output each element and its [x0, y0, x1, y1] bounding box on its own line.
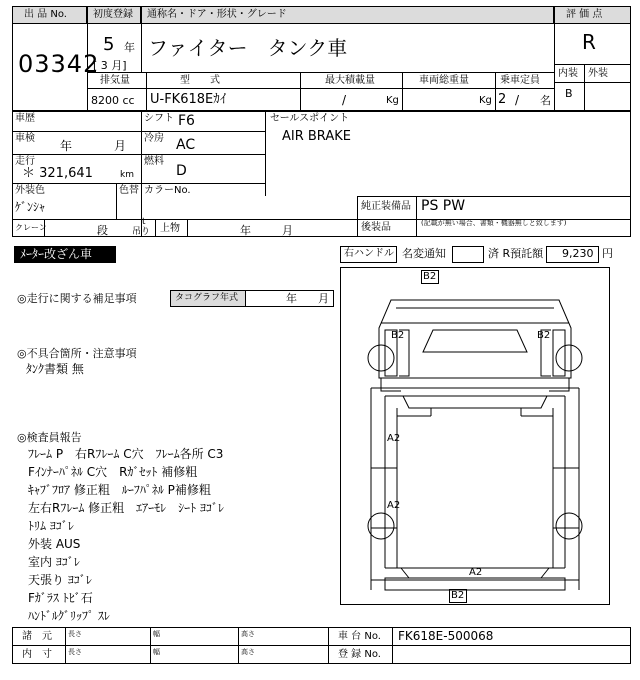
- ac: AC: [176, 137, 196, 153]
- damage-mark: A2: [387, 433, 401, 444]
- damage-mark: A2: [387, 500, 401, 511]
- divider: [87, 88, 554, 89]
- inspector-line: Fｲﾝﾅｰﾊﾟﾈﾙ C穴 Rｶﾞｾｯﾄ 補修粗: [28, 465, 198, 479]
- gross-weight-label: 車両総重量: [419, 75, 469, 86]
- crane-stage: 段: [97, 224, 108, 237]
- defects-title: ◎不具合箇所・注意事項: [17, 347, 137, 360]
- mileage-label: 走行: [15, 156, 35, 167]
- divider: [12, 154, 141, 155]
- divider: [357, 219, 358, 237]
- height-label: 高さ: [241, 648, 255, 656]
- divider: [150, 627, 151, 664]
- divider: [187, 219, 188, 237]
- interior-dims-label: 内 寸: [22, 649, 52, 660]
- damage-mark: A2: [469, 567, 483, 578]
- inspector-line: ﾊﾝﾄﾞﾙｸﾞﾘｯﾌﾟ ｽﾚ: [28, 609, 110, 623]
- height-label: 高さ: [241, 630, 255, 638]
- damage-mark: B2: [391, 330, 405, 341]
- first-reg-month: [ 3 月]: [93, 59, 127, 72]
- divider: [12, 645, 631, 646]
- truck-outline: [341, 268, 609, 604]
- specs-label: 諸 元: [22, 631, 52, 642]
- chassis-no-label: 車 台 No.: [338, 631, 381, 642]
- first-reg-year-unit: 年: [124, 41, 135, 54]
- interior-grade: B: [565, 87, 573, 100]
- inspection-year: 年: [60, 139, 73, 153]
- crane-lift: 吊り: [132, 227, 151, 237]
- divider: [12, 183, 265, 184]
- first-reg-label: 初度登録: [93, 9, 133, 20]
- model: U-FK618Eｶｲ: [150, 92, 227, 107]
- max-load-label: 最大積載量: [325, 75, 375, 86]
- interior-grade-label: 内装: [558, 68, 578, 79]
- inspection-month: 月: [114, 139, 127, 153]
- inspector-title: ◎検査員報告: [17, 431, 82, 444]
- inspector-line: 外装 AUS: [28, 537, 81, 551]
- grade-label: 評 価 点: [566, 9, 603, 20]
- fuel: D: [176, 163, 187, 179]
- mileage-unit: km: [120, 170, 134, 180]
- aftermarket-label: 後装品: [361, 222, 391, 233]
- max-load-slash: /: [342, 93, 347, 107]
- inspector-line: 室内 ﾖｺﾞﾚ: [28, 555, 80, 569]
- divider: [238, 627, 239, 664]
- recycle-amount: 9,230: [562, 247, 594, 260]
- capacity-slash: /: [515, 93, 520, 107]
- capacity-label: 乗車定員: [500, 75, 540, 86]
- shift-label: シフト: [144, 113, 174, 124]
- divider: [392, 627, 393, 664]
- divider: [300, 72, 301, 111]
- divider: [12, 131, 141, 132]
- capacity-unit: 名: [540, 94, 551, 107]
- divider: [495, 72, 496, 111]
- crane-ton: t: [142, 217, 146, 227]
- divider: [141, 154, 265, 155]
- genuine-equipment: PS PW: [421, 198, 466, 214]
- width-label: 幅: [153, 648, 160, 656]
- length-label: 長さ: [68, 648, 82, 656]
- capacity: 2: [498, 92, 507, 107]
- color-label: 外装色: [15, 185, 45, 196]
- chassis-no: FK618E-500068: [398, 629, 494, 643]
- crane-label: クレーン: [15, 223, 47, 232]
- inspector-line: 左右Rﾌﾚｰﾑ 修正粗 ｴｱｰﾓﾚ ｼｰﾄ ﾖｺﾞﾚ: [28, 501, 224, 515]
- exterior-grade-label: 外装: [588, 68, 608, 79]
- inspection-label: 車検: [15, 133, 35, 144]
- damage-mark: B2: [451, 590, 465, 601]
- upper-label: 上物: [160, 223, 180, 234]
- tacho-month: 月: [318, 292, 329, 305]
- divider: [141, 6, 142, 72]
- aftermarket-note: (記載が無い場合、書類・機器無しと致します): [421, 219, 567, 227]
- divider: [554, 82, 631, 83]
- color-change-label: 色替: [119, 185, 139, 196]
- divider: [416, 196, 417, 237]
- inspector-line: ｷｬﾌﾞﾌﾛｱ 修正粗 ﾙｰﾌﾊﾟﾈﾙ P補修粗: [28, 483, 211, 497]
- inspector-line: ﾌﾚｰﾑ P 右Rﾌﾚｰﾑ C穴 ﾌﾚｰﾑ各所 C3: [28, 447, 224, 461]
- divider: [155, 219, 156, 237]
- inspector-line: ﾄﾘﾑ ﾖｺﾞﾚ: [28, 519, 74, 533]
- divider: [265, 111, 266, 196]
- recycle-label: 済 R預託額: [488, 247, 544, 260]
- damage-mark: B2: [423, 271, 437, 282]
- car-name-label: 通称名・ドア・形状・グレード: [147, 9, 287, 20]
- divider: [44, 219, 45, 237]
- sales-point-label: セールスポイント: [270, 113, 350, 124]
- sales-point: AIR BRAKE: [282, 129, 351, 144]
- driving-remarks-title: ◎走行に関する補足事項: [17, 292, 137, 305]
- first-reg-year: 5: [103, 34, 115, 55]
- divider: [357, 196, 631, 197]
- lot-number: 03342: [18, 50, 100, 78]
- divider: [328, 627, 329, 664]
- rhd-label: 右ハンドル: [344, 248, 394, 259]
- width-label: 幅: [153, 630, 160, 638]
- upper-year: 年: [240, 224, 251, 237]
- defects-text: ﾀﾝｸ書類 無: [26, 362, 84, 376]
- gross-weight-unit: Kg: [479, 95, 492, 106]
- displacement: 8200 cc: [91, 94, 135, 107]
- genuine-label: 純正装備品: [361, 201, 411, 212]
- upper-month: 月: [282, 224, 293, 237]
- vehicle-diagram: [340, 267, 610, 605]
- history-label: 車歴: [15, 113, 35, 124]
- odometer-tampered: ﾒｰﾀｰ改ざん車: [20, 247, 93, 261]
- divider: [65, 627, 66, 664]
- color-code-label: カラーNo.: [144, 185, 191, 196]
- divider: [116, 183, 117, 219]
- divider: [554, 64, 631, 65]
- divider: [87, 72, 554, 73]
- name-change-box: [452, 246, 484, 263]
- tacho-label: タコグラフ年式: [175, 293, 239, 303]
- divider: [141, 131, 265, 132]
- lot-no-label: 出 品 No.: [24, 9, 67, 20]
- model-label: 型 式: [180, 75, 220, 86]
- divider: [146, 72, 147, 111]
- reg-no-label: 登 録 No.: [338, 649, 381, 660]
- shift: F6: [178, 113, 195, 129]
- inspector-line: 天張り ﾖｺﾞﾚ: [28, 573, 92, 587]
- ac-label: 冷房: [144, 133, 164, 144]
- divider: [584, 64, 585, 111]
- grade-score: R: [582, 30, 596, 54]
- length-label: 長さ: [68, 630, 82, 638]
- car-name: ファイター タンク車: [148, 36, 348, 60]
- displacement-label: 排気量: [100, 75, 130, 86]
- divider: [357, 196, 358, 219]
- tacho-year: 年: [286, 292, 297, 305]
- mileage: ＊ 321,641: [22, 166, 93, 181]
- divider: [402, 72, 403, 111]
- fuel-label: 燃料: [144, 156, 164, 167]
- name-change-label: 名変通知: [402, 247, 446, 260]
- damage-mark: B2: [537, 330, 551, 341]
- recycle-unit: 円: [602, 247, 613, 260]
- max-load-unit: Kg: [386, 95, 399, 106]
- color: ｹﾞﾝｼｬ: [15, 200, 46, 214]
- inspector-line: Fｶﾞﾗｽ ﾄﾋﾞ石: [28, 591, 93, 605]
